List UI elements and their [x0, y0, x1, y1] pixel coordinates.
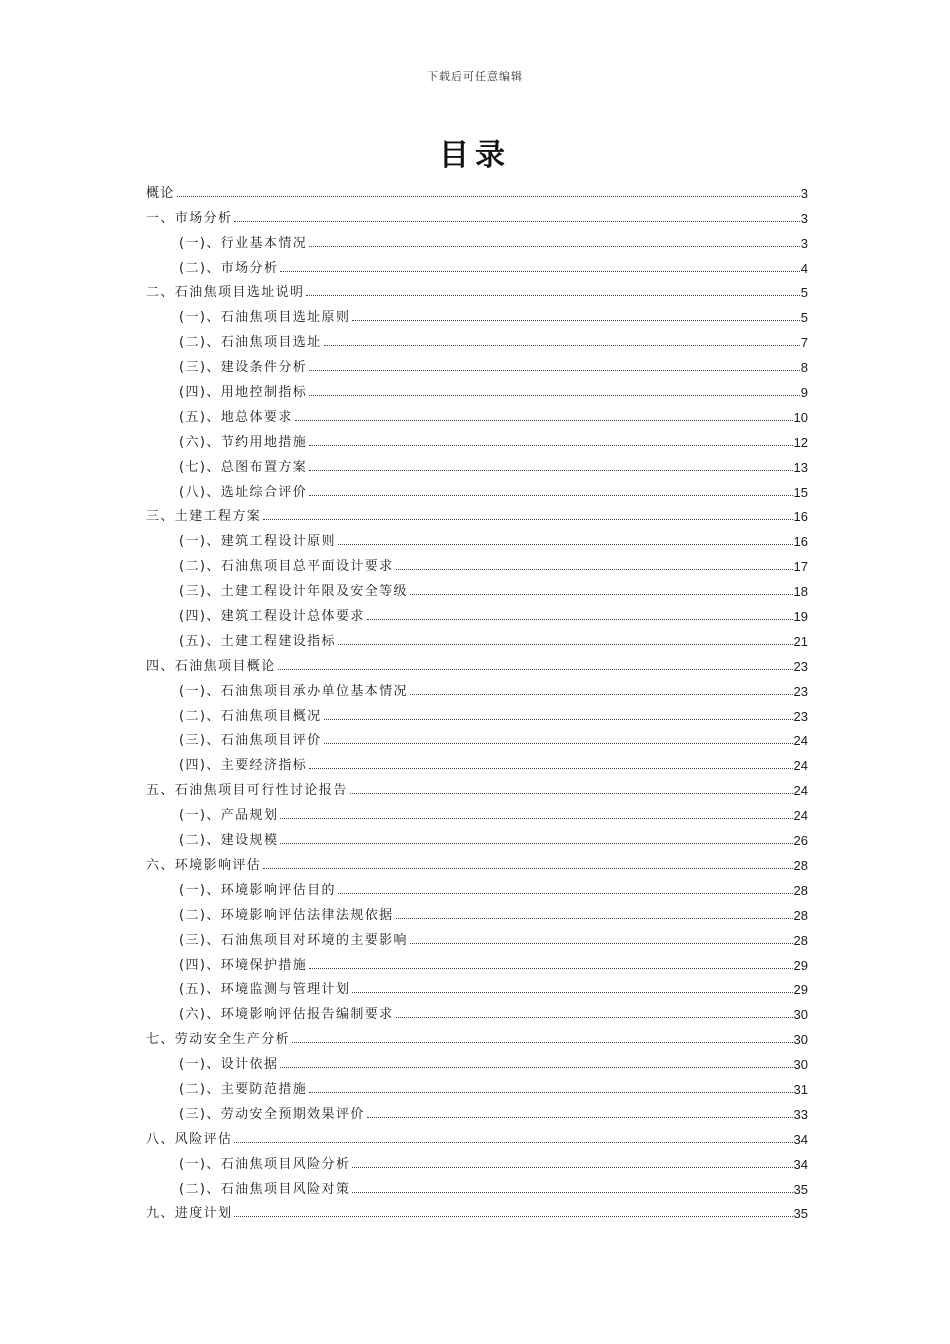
toc-page-number: 30 [793, 1007, 808, 1023]
toc-entry-label: (五)、土建工程建设指标 [179, 633, 336, 649]
toc-page-number: 26 [793, 833, 808, 849]
toc-page-number: 18 [793, 584, 808, 600]
toc-section-entry[interactable] [146, 299, 808, 324]
toc-entry-label: 三、土建工程方案 [146, 509, 262, 525]
toc-dot-leader [367, 1117, 793, 1118]
toc-dot-leader [309, 1092, 792, 1093]
toc-page-number: 29 [793, 957, 808, 973]
toc-dot-leader [263, 868, 792, 869]
toc-page-number: 34 [793, 1131, 808, 1147]
toc-entry-label: 九、进度计划 [146, 1206, 233, 1222]
toc-entry-label: 八、风险评估 [146, 1131, 233, 1147]
toc-list [146, 175, 808, 1220]
toc-page-number: 33 [793, 1106, 808, 1122]
toc-page-number: 5 [800, 285, 808, 301]
toc-section-entry[interactable] [146, 1146, 808, 1171]
toc-entry-label: 一、市场分析 [146, 210, 233, 226]
toc-entry-label: (三)、石油焦项目对环境的主要影响 [179, 932, 408, 948]
toc-page-number: 23 [793, 658, 808, 674]
toc-dot-leader [278, 669, 793, 670]
toc-entry-label: (一)、石油焦项目风险分析 [179, 1156, 351, 1172]
toc-entry-label: (二)、市场分析 [179, 260, 279, 276]
toc-entry-label: (一)、设计依据 [179, 1057, 279, 1073]
toc-entry-label: (一)、石油焦项目选址原则 [179, 310, 351, 326]
toc-page-number: 28 [793, 857, 808, 873]
toc-dot-leader [309, 968, 792, 969]
toc-dot-leader [352, 992, 792, 993]
toc-page-number: 5 [800, 310, 808, 326]
toc-section-entry[interactable] [146, 822, 808, 847]
toc-entry-label: (三)、劳动安全预期效果评价 [179, 1106, 365, 1122]
toc-section-entry[interactable] [146, 399, 808, 424]
toc-chapter-entry[interactable] [146, 772, 808, 797]
toc-section-entry[interactable] [146, 250, 808, 275]
toc-page-number: 16 [793, 534, 808, 550]
toc-entry-label: 六、环境影响评估 [146, 857, 262, 873]
toc-dot-leader [367, 619, 793, 620]
toc-dot-leader [280, 843, 792, 844]
header-note: 下载后可任意编辑 [427, 70, 523, 83]
toc-dot-leader [396, 569, 793, 570]
toc-entry-label: 概论 [146, 185, 175, 201]
toc-entry-label: (四)、环境保护措施 [179, 957, 308, 973]
toc-page-number: 3 [800, 235, 808, 251]
toc-entry-label: 七、劳动安全生产分析 [146, 1032, 291, 1048]
toc-section-entry[interactable] [146, 972, 808, 997]
toc-dot-leader [410, 694, 793, 695]
toc-section-entry[interactable] [146, 1171, 808, 1196]
toc-section-entry[interactable] [146, 897, 808, 922]
toc-section-entry[interactable] [146, 374, 808, 399]
toc-page-number: 24 [793, 733, 808, 749]
toc-dot-leader [292, 1042, 793, 1043]
toc-page-number: 23 [793, 683, 808, 699]
toc-page-number: 3 [800, 185, 808, 201]
toc-section-entry[interactable] [146, 225, 808, 250]
toc-dot-leader [352, 320, 799, 321]
toc-dot-leader [410, 943, 793, 944]
toc-page-number: 29 [793, 982, 808, 998]
toc-dot-leader [338, 644, 793, 645]
toc-dot-leader [309, 445, 792, 446]
toc-section-entry[interactable] [146, 996, 808, 1021]
toc-entry-label: (二)、石油焦项目选址 [179, 335, 322, 351]
toc-page-number: 21 [793, 633, 808, 649]
toc-section-entry[interactable] [146, 573, 808, 598]
toc-entry-label: (八)、选址综合评价 [179, 484, 308, 500]
toc-section-entry[interactable] [146, 797, 808, 822]
page-title: 目录 [439, 138, 511, 173]
toc-section-entry[interactable] [146, 449, 808, 474]
toc-page-number: 19 [793, 609, 808, 625]
toc-entry-label: (三)、土建工程设计年限及安全等级 [179, 584, 408, 600]
toc-section-entry[interactable] [146, 424, 808, 449]
toc-dot-leader [352, 1167, 792, 1168]
toc-page-number: 35 [793, 1181, 808, 1197]
toc-dot-leader [280, 1067, 792, 1068]
toc-page-number: 28 [793, 932, 808, 948]
toc-entry-label: (五)、地总体要求 [179, 409, 293, 425]
toc-dot-leader [234, 1142, 792, 1143]
toc-entry-label: (二)、石油焦项目总平面设计要求 [179, 559, 394, 575]
toc-entry-label: (三)、石油焦项目评价 [179, 733, 322, 749]
toc-dot-leader [309, 246, 800, 247]
toc-dot-leader [324, 719, 793, 720]
toc-dot-leader [338, 893, 793, 894]
toc-page-number: 7 [800, 335, 808, 351]
toc-dot-leader [324, 743, 793, 744]
toc-entry-label: (四)、用地控制指标 [179, 385, 308, 401]
toc-section-entry[interactable] [146, 922, 808, 947]
toc-page-number: 3 [800, 210, 808, 226]
toc-entry-label: (二)、石油焦项目概况 [179, 708, 322, 724]
toc-page-number: 35 [793, 1206, 808, 1222]
toc-dot-leader [309, 370, 800, 371]
toc-page-number: 16 [793, 509, 808, 525]
toc-section-entry[interactable] [146, 548, 808, 573]
toc-section-entry[interactable] [146, 673, 808, 698]
toc-dot-leader [309, 470, 792, 471]
toc-chapter-entry[interactable] [146, 275, 808, 300]
toc-section-entry[interactable] [146, 349, 808, 374]
toc-dot-leader [280, 818, 792, 819]
toc-entry-label: (五)、环境监测与管理计划 [179, 982, 351, 998]
toc-chapter-entry[interactable] [146, 175, 808, 200]
toc-section-entry[interactable] [146, 623, 808, 648]
toc-page-number: 24 [793, 783, 808, 799]
toc-dot-leader [234, 221, 799, 222]
toc-section-entry[interactable] [146, 723, 808, 748]
toc-entry-label: (六)、环境影响评估报告编制要求 [179, 1007, 394, 1023]
toc-dot-leader [309, 395, 800, 396]
toc-page-number: 34 [793, 1156, 808, 1172]
toc-page-number: 15 [793, 484, 808, 500]
toc-entry-label: (一)、产品规划 [179, 808, 279, 824]
toc-section-entry[interactable] [146, 1071, 808, 1096]
toc-entry-label: (一)、行业基本情况 [179, 235, 308, 251]
toc-dot-leader [295, 420, 793, 421]
toc-dot-leader [396, 1017, 793, 1018]
toc-section-entry[interactable] [146, 1046, 808, 1071]
toc-entry-label: 五、石油焦项目可行性讨论报告 [146, 783, 348, 799]
toc-entry-label: (一)、环境影响评估目的 [179, 882, 336, 898]
toc-page-number: 23 [793, 708, 808, 724]
toc-page-number: 30 [793, 1032, 808, 1048]
toc-chapter-entry[interactable] [146, 1021, 808, 1046]
toc-page-number: 12 [793, 434, 808, 450]
toc-entry-label: (二)、环境影响评估法律法规依据 [179, 907, 394, 923]
toc-page-number: 24 [793, 758, 808, 774]
toc-dot-leader [309, 495, 792, 496]
toc-chapter-entry[interactable] [146, 200, 808, 225]
toc-page-number: 9 [800, 385, 808, 401]
toc-dot-leader [350, 793, 793, 794]
toc-section-entry[interactable] [146, 523, 808, 548]
toc-entry-label: (二)、主要防范措施 [179, 1081, 308, 1097]
toc-section-entry[interactable] [146, 872, 808, 897]
toc-entry-label: 二、石油焦项目选址说明 [146, 285, 305, 301]
toc-dot-leader [396, 918, 793, 919]
toc-dot-leader [410, 594, 793, 595]
toc-dot-leader [306, 295, 799, 296]
toc-entry-label: (四)、建筑工程设计总体要求 [179, 609, 365, 625]
toc-page-number: 31 [793, 1081, 808, 1097]
toc-dot-leader [324, 345, 800, 346]
toc-dot-leader [177, 196, 800, 197]
toc-dot-leader [263, 519, 792, 520]
toc-page-number: 8 [800, 360, 808, 376]
toc-chapter-entry[interactable] [146, 499, 808, 524]
toc-section-entry[interactable] [146, 324, 808, 349]
toc-chapter-entry[interactable] [146, 1196, 808, 1221]
toc-entry-label: (四)、主要经济指标 [179, 758, 308, 774]
toc-page-number: 17 [793, 559, 808, 575]
toc-entry-label: (一)、石油焦项目承办单位基本情况 [179, 683, 408, 699]
toc-section-entry[interactable] [146, 698, 808, 723]
toc-chapter-entry[interactable] [146, 648, 808, 673]
toc-dot-leader [309, 768, 792, 769]
toc-page-number: 28 [793, 882, 808, 898]
toc-entry-label: (七)、总图布置方案 [179, 459, 308, 475]
toc-section-entry[interactable] [146, 747, 808, 772]
toc-section-entry[interactable] [146, 947, 808, 972]
toc-entry-label: (三)、建设条件分析 [179, 360, 308, 376]
toc-entry-label: (二)、石油焦项目风险对策 [179, 1181, 351, 1197]
toc-dot-leader [234, 1216, 792, 1217]
toc-page-number: 4 [800, 260, 808, 276]
toc-page-number: 28 [793, 907, 808, 923]
toc-section-entry[interactable] [146, 1096, 808, 1121]
toc-entry-label: (一)、建筑工程设计原则 [179, 534, 336, 550]
toc-section-entry[interactable] [146, 474, 808, 499]
toc-entry-label: (六)、节约用地措施 [179, 434, 308, 450]
toc-page-number: 30 [793, 1057, 808, 1073]
toc-page-number: 13 [793, 459, 808, 475]
toc-page-number: 24 [793, 808, 808, 824]
toc-chapter-entry[interactable] [146, 847, 808, 872]
toc-entry-label: 四、石油焦项目概论 [146, 658, 276, 674]
toc-section-entry[interactable] [146, 598, 808, 623]
toc-dot-leader [280, 271, 799, 272]
toc-dot-leader [352, 1192, 792, 1193]
toc-page-number: 10 [793, 409, 808, 425]
toc-dot-leader [338, 544, 793, 545]
toc-chapter-entry[interactable] [146, 1121, 808, 1146]
toc-entry-label: (二)、建设规模 [179, 833, 279, 849]
